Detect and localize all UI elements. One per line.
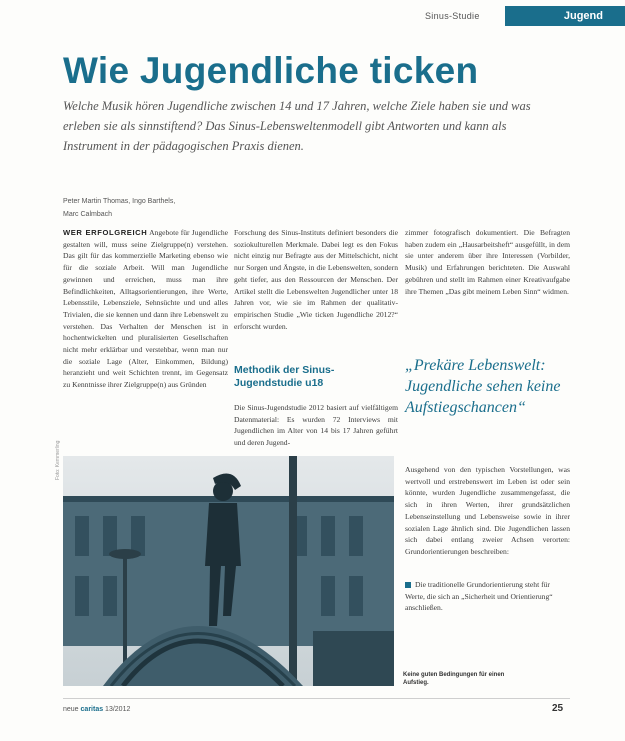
section-tab: [505, 6, 625, 26]
body-column-2-method: Die Sinus-Jugendstudie 2012 basiert auf vielfältigem Datenmaterial: Es wurden 72 Interviews mit Jugendlichen im Alter von 14 bis 17 Jahren geführt und deren Jugend-: [234, 403, 398, 448]
article-photo: [63, 456, 394, 686]
footer-issue: 13/2012: [103, 706, 131, 713]
section-label: Sinus-Studie: [425, 11, 480, 21]
lead-in: WER ERFOLGREICH: [63, 228, 148, 237]
bullet-square-icon: [405, 582, 411, 588]
footer-rule: [63, 698, 570, 699]
body-column-3: zimmer fotografisch dokumentiert. Die Befragten haben zudem ein „Hausarbeitsheft“ ausgefüllt, in dem sie unter anderem über ihre Interessen (Vorbilder, Musik) und Erfahrungen berichteten. Die Auswahl gebühren und stellt im Rahmen einer Kreativaufgabe ihre Themen „Das gibt meinem Leben Sinn“ widmen.: [405, 228, 570, 296]
photo-credit: Foto: Kemmerling: [55, 440, 61, 480]
footer-mag-name: caritas: [80, 706, 104, 713]
article-title: Wie Jugendliche ticken: [63, 50, 479, 91]
body-column-1-text: Angebote für Jugendliche gestalten will, muss seine Zielgruppe(n) verstehen. Das gilt für das kommerzielle Marketing ebenso wie für die soziale Arbeit. Will man Jugendliche gewinnen und erreichen, muss man ihre Befindlichkeiten, Alltagsorientierungen, ihre Werte, Lebensstile, Lebensziele, Sehnsüchte und und alles Trivialen, die sie kennen und dann ihre Lebenswelt zu verstehen. Das Verhalten der Menschen ist in hochentwickelten und pluralisierten Gesellschaften nicht mehr erklärbar und verstehbar, wenn man nur die soziale Lage (Alter, Einkommen, Bildung) heranzieht und weit Schichten trennt, im Gegensatz zu Kenntnisse ihrer Zielgruppe(n) aus Gründen: [63, 228, 228, 390]
authors: [63, 195, 233, 221]
bullet-text: Die traditionelle Grundorientierung steht für Werte, die sich an „Sicherheit und Orientierung“ anschließen.: [405, 580, 553, 613]
page-number: 25: [552, 703, 564, 714]
section-subheading: Methodik der Sinus-Jugendstudie u18: [234, 364, 335, 389]
photo-illustration: [63, 456, 394, 686]
article-lead: Welche Musik hören Jugendliche zwischen 14 und 17 Jahren, welche Ziele haben sie und was erleben sie als sinnstiftend? Das Sinus-Lebensweltenmodell gibt Antworten und kann als Instrument in der pädagogischen Praxis dienen.: [63, 99, 531, 153]
bullet-item: [405, 579, 570, 614]
authors-line-2: Marc Calmbach: [63, 211, 113, 218]
footer-magazine: [63, 706, 130, 713]
pull-quote: „Prekäre Lebenswelt: Jugendliche sehen keine Aufstiegschancen“: [405, 357, 561, 416]
section-tab-label: Jugend: [563, 10, 603, 22]
photo-caption: Keine guten Bedingungen für einen Aufstieg.: [403, 672, 505, 686]
body-column-3-continued: Ausgehend von den typischen Vorstellungen, was wertvoll und erstrebenswert im Leben ist oder sein könnte, wurden Jugendliche zusammengefasst, die sich in ihren Werten, ihrer grundsätzlichen Lebenseinstellung und Lebensweise sowie in ihrer sozialen Lage ähnlich sind. Die Jugendlichen lassen sich dabei entlang zweier Achsen verorten: Grundorientierungen beschreiben:: [405, 465, 570, 556]
body-column-2: Forschung des Sinus-Instituts definiert besonders die soziokulturellen Merkmale. Dabei legt es den Fokus nicht einzig nur Befragte aus der Mittelschicht, nicht nur Sorgen und Ängste, in die Lebenswelten, sondern geht tiefer, aus den Ressourcen der Menschen. Der Artikel stellt die Lebenswelten Jugendlicher unter 18 Jahren vor, wie sie im Rahmen der qualitativ-empirischen Studie „Wie ticken Jugendliche 2012?“ erforscht wurden.: [234, 228, 398, 331]
footer-mag-prefix: neue: [63, 706, 81, 713]
body-column-1: [63, 227, 228, 427]
authors-line-1: Peter Martin Thomas, Ingo Barthels,: [63, 198, 176, 205]
